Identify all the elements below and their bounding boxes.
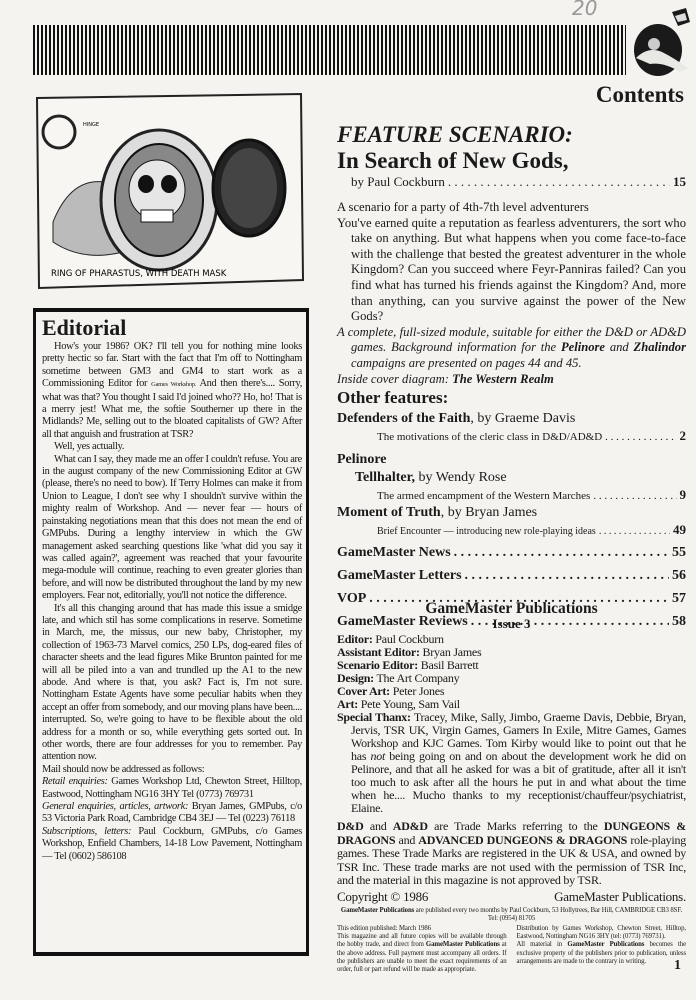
address-text: Games Workshop Ltd, Chewton Street, Hilltop, Eastwood, Nottingham NG16 3HY Tel (0773) 769731 [42, 776, 302, 800]
text: This magazine and all future copies will be available through the hobby trade, and direct from [337, 933, 507, 949]
address-label: Retail enquiries: [42, 776, 108, 788]
credit-name: Pete Young, Sam Vail [357, 697, 460, 711]
paragraph-text: And then there's.... Sorry, what was that? You thought I said I'd joined who?? Ho, ho! That is a merry jest! What me, the softie Southerner up there in the Midlands? Me, selling out to the bloated capitalists of GW? After all that anguish and frustration at TSR? [42, 378, 302, 440]
tm: AD&D [392, 819, 428, 833]
text: and [605, 340, 634, 355]
entry-author: , by Bryan James [440, 505, 538, 520]
credit-role: Special Thanx: [337, 710, 411, 724]
editorial-paragraph [42, 341, 302, 441]
publisher-tel: Tel: (0954) 81705 [487, 914, 536, 922]
text: being going on and on about the development work he did on Pelinore, and that all he asked for was a bit of gratitude, after all it isn't too much to ask after all the hours he put in and what about the time when he.... Mucho thanks to my receptionist/chauffeur/psychiatrist, Elaine. [351, 749, 686, 815]
editorial-title: Editorial [42, 315, 127, 340]
entry-title: Moment of Truth [337, 505, 441, 520]
fine-left [337, 925, 507, 974]
text: Inside cover diagram: [337, 371, 453, 386]
dot-leader [599, 524, 670, 539]
zhalindor-campaign: Zhalindor [633, 340, 687, 355]
credit-role: Cover Art: [337, 684, 390, 698]
feature-tagline: A scenario for a party of 4th-7th level adventurers [337, 200, 589, 214]
page-number-footer: 1 [674, 958, 681, 973]
credit-role: Editor: [337, 632, 373, 646]
fine-print-columns [337, 925, 686, 974]
credit-name: The Art Company [373, 671, 460, 685]
editorial-box [33, 308, 309, 956]
publisher-address [337, 907, 686, 915]
text: role-playing games. These Trade Marks are registered in the UK & USA, and owned by TSR Inc. These trade marks are not used with the permission of TSR Inc, and the material in this magazine is not approved by TSR. [337, 832, 686, 887]
toc-entry-tellhalter[interactable] [337, 469, 686, 487]
credit-name: Basil Barrett [418, 658, 479, 672]
dot-leader [605, 430, 676, 445]
text: and [395, 832, 419, 847]
pelinore-campaign: Pelinore [560, 340, 606, 355]
entry-title: GameMaster Reviews [337, 614, 468, 629]
toc-subentry [337, 522, 686, 539]
feature-scenario [337, 122, 686, 387]
credit-role: Art: [337, 697, 358, 711]
feature-description [337, 200, 686, 387]
address-label: Subscriptions, letters: [42, 825, 132, 837]
text: becomes the exclusive property of the publishers prior to publication, unless arrangements are made to the contrary in writing. [516, 941, 686, 965]
edition-date: This edition published: March 1986 [337, 924, 432, 932]
dot-leader [454, 545, 669, 561]
games-workshop-small: Games Workshop. [151, 381, 197, 389]
page-number: 49 [673, 522, 686, 537]
credit-name: Paul Cockburn [372, 632, 444, 646]
page-number: 15 [673, 174, 686, 189]
address-general [42, 801, 302, 826]
entry-title: Defenders of the Faith [337, 411, 471, 426]
tm: DUNGEONS & DRAGONS [337, 819, 686, 847]
address-label: General enquiries, articles, artwork: [42, 801, 189, 813]
toc-section-pelinore: Pelinore [337, 452, 387, 467]
address-text: Paul Cockburn, GMPubs, c/o Games Workshop, Enfield Chambers, 14-18 Low Pavement, Nottingham — Tel (0602) 586108 [42, 825, 302, 862]
feature-blurb: You've earned quite a reputation as fearless adventurers, the sort who take on anything. But what happens when you come face-to-face with the challenge that bested the greatest adventurer in the whole Kingdom? Can you succeed where Feyr-Panniras failed? Can you find what has turned his friends against the Kingdom? And, more than anything, can you survive against the power of the New Gods? [337, 215, 686, 324]
text: are Trade Marks referring to the [427, 819, 604, 833]
text: at the above address. Full payment must accompany all orders. If the publishers are unable to meet the exact requirements of an order, full or part refund will be made as appropriate. [337, 941, 507, 973]
copyright-line [337, 889, 686, 904]
ring-illustration [33, 92, 305, 292]
credit-role: Scenario Editor: [337, 658, 418, 672]
entry-title: VOP [337, 591, 367, 606]
copyright-holder: GameMaster Publications. [554, 888, 686, 904]
entry-title: GameMaster Letters [337, 568, 462, 583]
feature-module-note [337, 325, 686, 372]
tm: ADVANCED DUNGEONS & DRAGONS [418, 832, 628, 847]
editorial-paragraph: What can I say, they made me an offer I couldn't refuse. You are in the august company of the new Commissioning Editor at GW (please, there's no need to bow). If Terry Holmes can make it from Union to League, I don't see why I shouldn't survive within the mighty realm of Workshop. And — never fear — hours of painstaking negotiations mean that this does not mean the end of GMPubs. During a lengthy interview in which the GW management asked searching questions like 'what did you say it was called again?', agreement was reached that your favourite mega-module will continue, reaching to even greater glories than before, and will now be distributed throughout the land by my new employers. Fear not, editorially, you'll not notice the difference. [42, 453, 302, 602]
text: GameMaster Publications [567, 941, 645, 949]
page-number: 57 [672, 591, 686, 606]
address-subscriptions [42, 826, 302, 863]
text: All material in [516, 941, 568, 949]
credit-role: Design: [337, 671, 374, 685]
handwritten-note: 20 [572, 0, 598, 20]
fine-right [517, 925, 687, 974]
text: A complete, full-sized module, suitable for either the D&D or AD&D games. Background information for the [337, 324, 686, 355]
entry-author: , by Graeme Davis [470, 411, 576, 426]
text: not [370, 749, 386, 763]
editorial-paragraph: Well, yes actually. [54, 441, 125, 453]
page-number: 58 [672, 614, 686, 629]
entry-desc: The motivations of the cleric class in D&D/AD&D [377, 431, 603, 443]
entry-desc: The armed encampment of the Western Marches [377, 490, 591, 502]
entry-desc: Brief Encounter — introducing new role-playing ideas [377, 526, 596, 537]
mail-intro: Mail should now be addressed as follows: [42, 763, 205, 775]
page-number: 9 [679, 487, 686, 502]
dot-leader [448, 174, 670, 190]
illustration-caption: RING OF PHARASTUS, WITH DEATH MASK [51, 269, 227, 279]
trademark-notice [337, 820, 686, 888]
toc-entry-moment[interactable] [337, 504, 686, 522]
publisher-name: GameMaster Publications [425, 600, 598, 617]
text: and [363, 819, 393, 833]
feature-byline-entry[interactable] [337, 174, 686, 190]
special-thanks [337, 711, 686, 815]
text: GameMaster Publications [340, 906, 415, 914]
page-number: 56 [672, 568, 686, 583]
copyright: Copyright © 1986 [337, 888, 429, 904]
inside-cover-note [337, 372, 686, 388]
fine-print [337, 907, 686, 975]
publication-info [337, 600, 686, 974]
toc-entry-news[interactable] [337, 545, 686, 561]
toc-entry-defenders[interactable] [337, 410, 686, 428]
feature-title: In Search of New Gods, [337, 148, 569, 173]
credit-role: Assistant Editor: [337, 645, 420, 659]
editorial-paragraph: It's all this changing around that has made this issue a smidge late, and which stil has some complications in reserve. Sometime in March, me, the missus, our new baby, Christopher, my collection of 1963-73 Marvel comics, 250 LPs, dog-eared files of character sheets and the lead figures Mike Brunton painted for me will all be piled into a van and trundled up the A1 to the new abode. And where is that, you ask? Fact is, I'm not sure. Nottingham Estate Agents have some peculiar habits when they accept an offer from somebody, and our moving plans have been.... interrupted. So, we're going to have to be flexible about the old address for a month or so, while everything gets sorted out. In other words, there are four addresses for you to remember. Pay attention now. [42, 602, 302, 763]
dot-leader [593, 489, 676, 504]
text: are published every two months by Paul Cockburn, 53 Hollytrees, Bar Hill, CAMBRIDGE CB3 8SF. [414, 906, 683, 914]
entry-title: Tellhalter, [355, 470, 416, 485]
feature-byline: by Paul Cockburn [351, 174, 445, 189]
toc-subentry [337, 428, 686, 445]
illustration-label: HINGE [83, 122, 100, 128]
contents-heading: Contents [595, 82, 684, 107]
inside-cover-title: The Western Realm [452, 371, 554, 386]
tm: D&D [337, 819, 364, 833]
text: campaigns are presented on pages 44 and 45. [351, 355, 582, 370]
credit-name: Peter Jones [389, 684, 445, 698]
page-number: 2 [679, 428, 686, 443]
issue-number: Issue 3 [492, 616, 531, 631]
material-rights [517, 941, 687, 966]
dragon-logo-icon [628, 8, 694, 80]
feature-kicker: FEATURE SCENARIO: [337, 122, 573, 147]
entry-author: by Wendy Rose [415, 470, 507, 485]
address-retail [42, 776, 302, 801]
dot-leader [465, 568, 669, 584]
page-number: 55 [672, 545, 686, 560]
text: Tracey, Mike, Sally, Jimbo, Graeme Davis, Debbie, Bryan, Jervis, TSR UK, Virgin Games, Gamers In Exile, Mitre Games, Games Workshop and KJC Games. Tom Kirby would like to point out that he has [351, 710, 686, 763]
credit-name: Bryan James [419, 645, 482, 659]
header-stripe-bar [33, 25, 626, 75]
text: GameMaster Publications [425, 941, 500, 949]
availability [337, 933, 507, 974]
other-features-heading: Other features: [337, 388, 449, 407]
distribution: Distribution by Games Workshop, Chewton Street, Hilltop, Eastwood, Nottingham NG16 3HY (tel: (0773) 769731). [516, 924, 686, 941]
toc-subentry [337, 487, 686, 504]
toc-entry-letters[interactable] [337, 568, 686, 584]
paragraph-text: How's your 1986? OK? I'll tell you for nothing mine looks pretty hectic so far. Start with the fact that I'm off to Nottingham sometime between GM3 and GM4 to start work as a Commissioning Editor for [42, 341, 302, 390]
entry-title: GameMaster News [337, 545, 451, 560]
address-text: Bryan James, GMPubs, c/o 53 Victoria Park Road, Cambridge CB4 3EJ — Tel (0223) 76118 [42, 801, 302, 825]
